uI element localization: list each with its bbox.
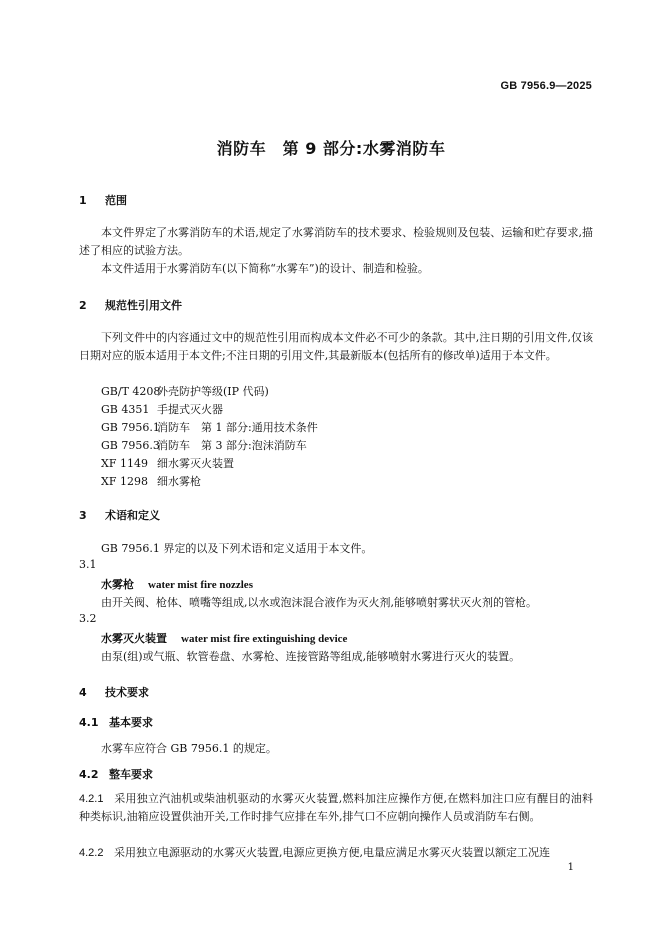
section-title: 规范性引用文件	[105, 299, 182, 312]
section-2-heading	[79, 297, 182, 313]
section-1-paragraph-2: 本文件适用于水雾消防车(以下简称“水雾车”)的设计、制造和检验。	[101, 262, 429, 275]
reference-item: GB 7956.3消防车 第 3 部分:泡沫消防车	[101, 439, 307, 452]
reference-item: XF 1149 细水雾灭火装置	[101, 457, 234, 470]
clause-4-2-2: 4.2.2 采用独立电源驱动的水雾灭火装置,电源应更换方便,电量应满足水雾灭火装置以额定工况连	[79, 846, 550, 859]
section-1-paragraph-1: 本文件界定了水雾消防车的术语,规定了水雾消防车的技术要求、检验规则及包装、运输和贮存要求,描述了相应的试验方法。	[79, 226, 593, 257]
reference-item: GB 4351 手提式灭火器	[101, 403, 223, 416]
term-number: 3.2	[79, 612, 97, 625]
subsection-4-2-heading: 4.2 整车要求	[79, 768, 153, 781]
section-4-heading	[79, 684, 149, 700]
term-definition: 由开关阀、枪体、喷嘴等组成,以水或泡沫混合液作为灭火剂,能够喷射雾状灭火剂的管枪。	[101, 596, 537, 609]
section-title: 术语和定义	[105, 509, 160, 522]
section-title: 技术要求	[105, 686, 149, 699]
term-number: 3.1	[79, 558, 97, 571]
reference-item: XF 1298 细水雾枪	[101, 475, 201, 488]
term-heading: 水雾枪 water mist fire nozzles	[101, 578, 253, 591]
standard-code: GB 7956.9—2025	[500, 80, 592, 92]
subsection-4-1-text: 水雾车应符合 GB 7956.1 的规定。	[101, 742, 277, 755]
document-title: 消防车 第 9 部分:水雾消防车	[216, 139, 446, 158]
subsection-4-1-heading: 4.1 基本要求	[79, 716, 153, 729]
section-title: 范围	[105, 194, 127, 207]
section-3-heading	[79, 507, 160, 523]
section-1-heading	[79, 192, 127, 208]
section-2-intro: 下列文件中的内容通过文中的规范性引用而构成本文件必不可少的条款。其中,注日期的引用文件,仅该日期对应的版本适用于本文件;不注日期的引用文件,其最新版本(包括所有的修改单)适用于本文件。	[79, 331, 593, 362]
section-number: 4	[79, 686, 87, 699]
reference-item: GB/T 4208外壳防护等级(IP 代码)	[101, 385, 269, 398]
section-number: 3	[79, 509, 87, 522]
page-number: 1	[567, 862, 574, 873]
term-heading: 水雾灭火装置 water mist fire extinguishing device	[101, 632, 348, 645]
term-definition: 由泵(组)或气瓶、软管卷盘、水雾枪、连接管路等组成,能够喷射水雾进行灭火的装置。	[101, 650, 521, 663]
reference-item: GB 7956.1消防车 第 1 部分:通用技术条件	[101, 421, 318, 434]
section-number: 2	[79, 299, 87, 312]
section-number: 1	[79, 194, 87, 207]
clause-4-2-1: 4.2.1 采用独立汽油机或柴油机驱动的水雾灭火装置,燃料加注应操作方便,在燃料加注口应有醒目的油料种类标识,油箱应设置供油开关,工作时排气应排在车外,排气口不应朝向操作人员或消防车右侧。	[79, 792, 593, 823]
section-3-intro: GB 7956.1 界定的以及下列术语和定义适用于本文件。	[101, 542, 373, 555]
